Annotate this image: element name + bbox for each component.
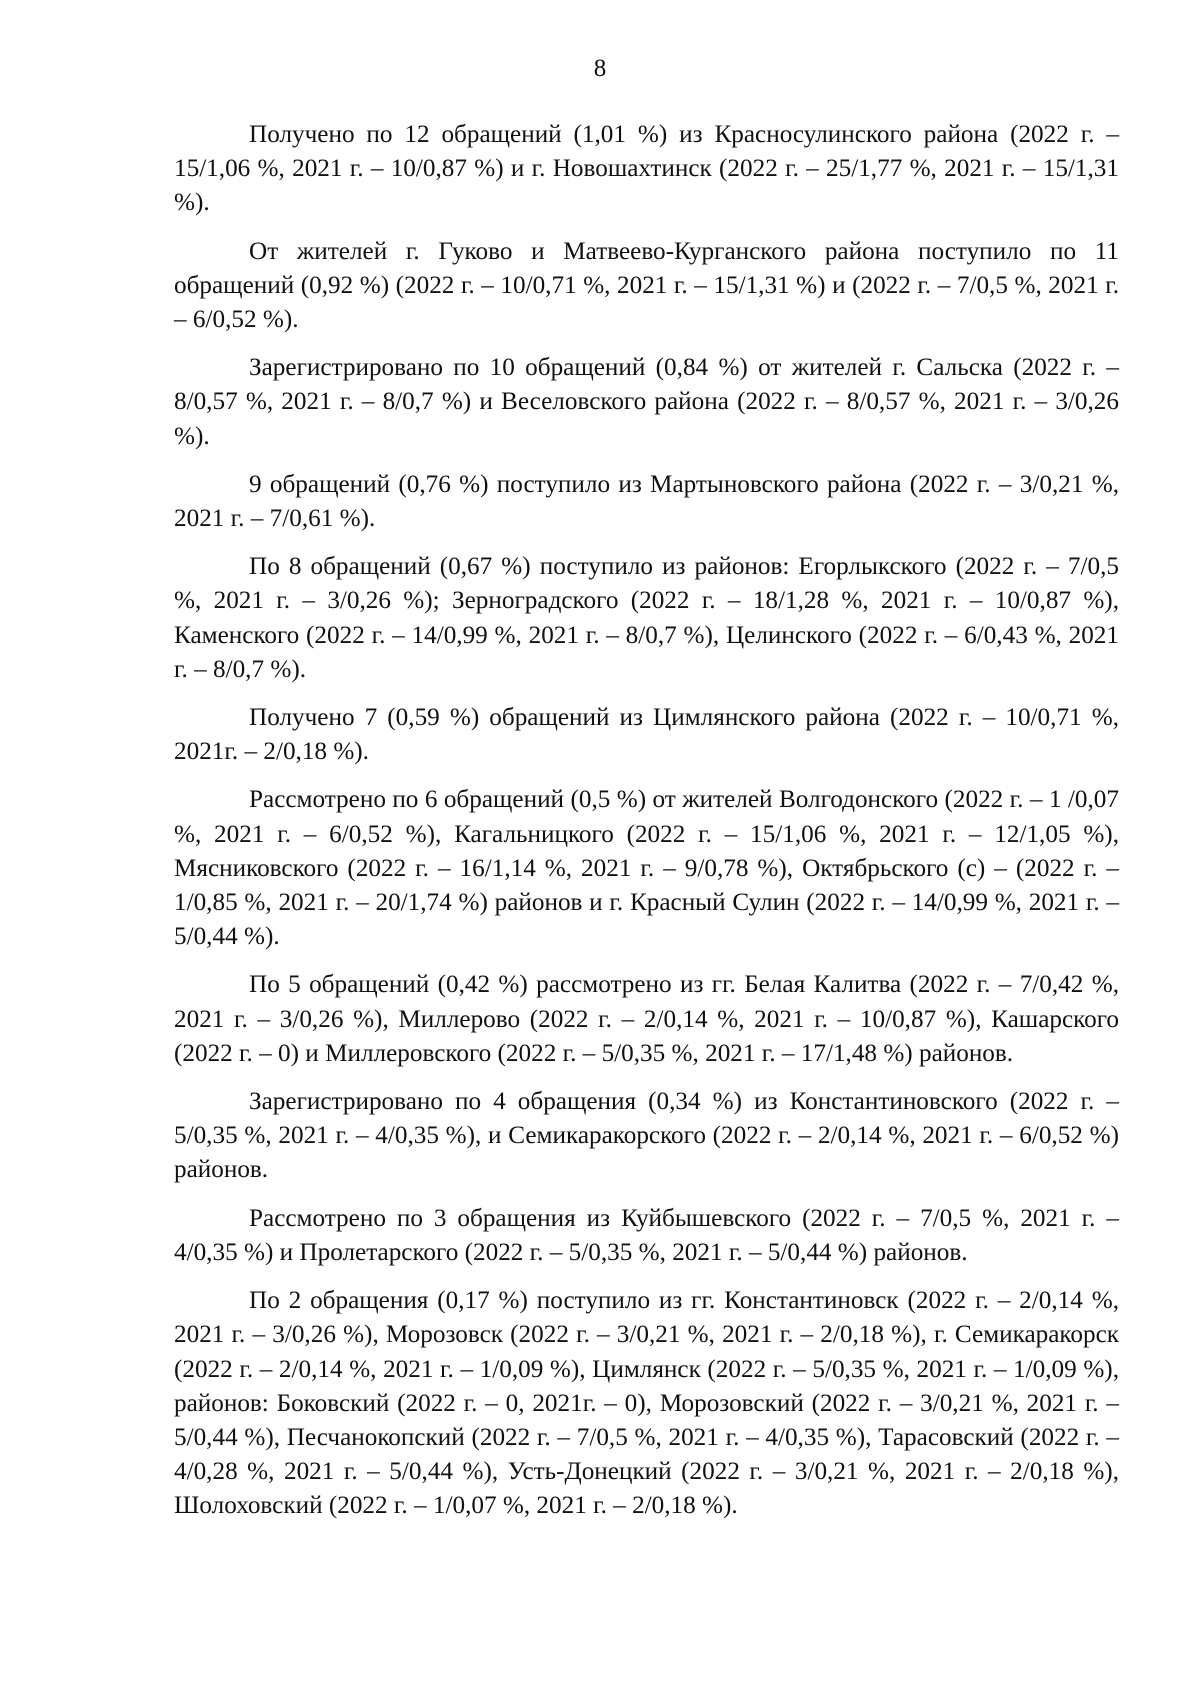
paragraph: Зарегистрировано по 4 обращения (0,34 %) из Константиновского (2022 г. – 5/0,35 %, 2021 г. – 4/0,35 %), и Семикаракорского (2022 г. – 2/0,14 %, 2021 г. – 6/0,52 %) районов.	[174, 1088, 1119, 1184]
paragraph: По 8 обращений (0,67 %) поступило из районов: Егорлыкского (2022 г. – 7/0,5 %, 2021 г. – 3/0,26 %); Зерноградского (2022 г. – 18/1,28 %, 2021 г. – 10/0,87 %), Каменского (2022 г. – 14/0,99 %, 2021 г. – 8/0,7 %), Целинского (2022 г. – 6/0,43 %, 2021 г. – 8/0,7 %).	[174, 553, 1119, 683]
paragraph: От жителей г. Гуково и Матвеево-Курганского района поступило по 11 обращений (0,92 %) (2022 г. – 10/0,71 %, 2021 г. – 15/1,31 %) и (2022 г. – 7/0,5 %, 2021 г. – 6/0,52 %).	[174, 237, 1119, 334]
paragraph: Получено по 12 обращений (1,01 %) из Красносулинского района (2022 г. – 15/1,06 %, 2021 г. – 10/0,87 %) и г. Новошахтинск (2022 г. – 25/1,77 %, 2021 г. – 15/1,31 %).	[174, 121, 1119, 217]
paragraph: Получено 7 (0,59 %) обращений из Цимлянского района (2022 г. – 10/0,71 %, 2021г. – 2/0,18 %).	[174, 704, 1119, 766]
paragraph: По 2 обращения (0,17 %) поступило из гг. Константиновск (2022 г. – 2/0,14 %, 2021 г. – 3/0,26 %), Морозовск (2022 г. – 3/0,21 %, 2021 г. – 2/0,18 %), г. Семикаракорск (2022 г. – 2/0,14 %, 2021 г. – 1/0,09 %), Цимлянск (2022 г. – 5/0,35 %, 2021 г. – 1/0,09 %), районов: Боковский (2022 г. – 0, 2021г. – 0), Морозовский (2022 г. – 3/0,21 %, 2021 г. – 5/0,44 %), Песчанокопский (2022 г. – 7/0,5 %, 2021 г. – 4/0,35 %), Тарасовский (2022 г. – 4/0,28 %, 2021 г. – 5/0,44 %), Усть-Донецкий (2022 г. – 3/0,21 %, 2021 г. – 2/0,18 %), Шолоховский (2022 г. – 1/0,07 %, 2021 г. – 2/0,18 %).	[174, 1287, 1119, 1520]
paragraph: Зарегистрировано по 10 обращений (0,84 %) от жителей г. Сальска (2022 г. – 8/0,57 %, 2021 г. – 8/0,7 %) и Веселовского района (2022 г. – 8/0,57 %, 2021 г. – 3/0,26 %).	[174, 354, 1119, 450]
paragraph: 9 обращений (0,76 %) поступило из Мартыновского района (2022 г. – 3/0,21 %, 2021 г. – 7/0,61 %).	[174, 470, 1119, 533]
paragraph: Рассмотрено по 3 обращения из Куйбышевского (2022 г. – 7/0,5 %, 2021 г. – 4/0,35 %) и Пролетарского (2022 г. – 5/0,35 %, 2021 г. – 5/0,44 %) районов.	[174, 1204, 1119, 1266]
paragraph: Рассмотрено по 6 обращений (0,5 %) от жителей Волгодонского (2022 г. – 1 /0,07 %, 2021 г. – 6/0,52 %), Кагальницкого (2022 г. – 15/1,06 %, 2021 г. – 12/1,05 %), Мясниковского (2022 г. – 16/1,14 %, 2021 г. – 9/0,78 %), Октябрьского (с) – (2022 г. – 1/0,85 %, 2021 г. – 20/1,74 %) районов и г. Красный Сулин (2022 г. – 14/0,99 %, 2021 г. – 5/0,44 %).	[174, 786, 1119, 951]
page-number: 8	[593, 55, 607, 82]
paragraph: По 5 обращений (0,42 %) рассмотрено из гг. Белая Калитва (2022 г. – 7/0,42 %, 2021 г. – 3/0,26 %), Миллерово (2022 г. – 2/0,14 %, 2021 г. – 10/0,87 %), Кашарского (2022 г. – 0) и Миллеровского (2022 г. – 5/0,35 %, 2021 г. – 17/1,48 %) районов.	[174, 971, 1119, 1067]
document-body	[174, 118, 1119, 1538]
